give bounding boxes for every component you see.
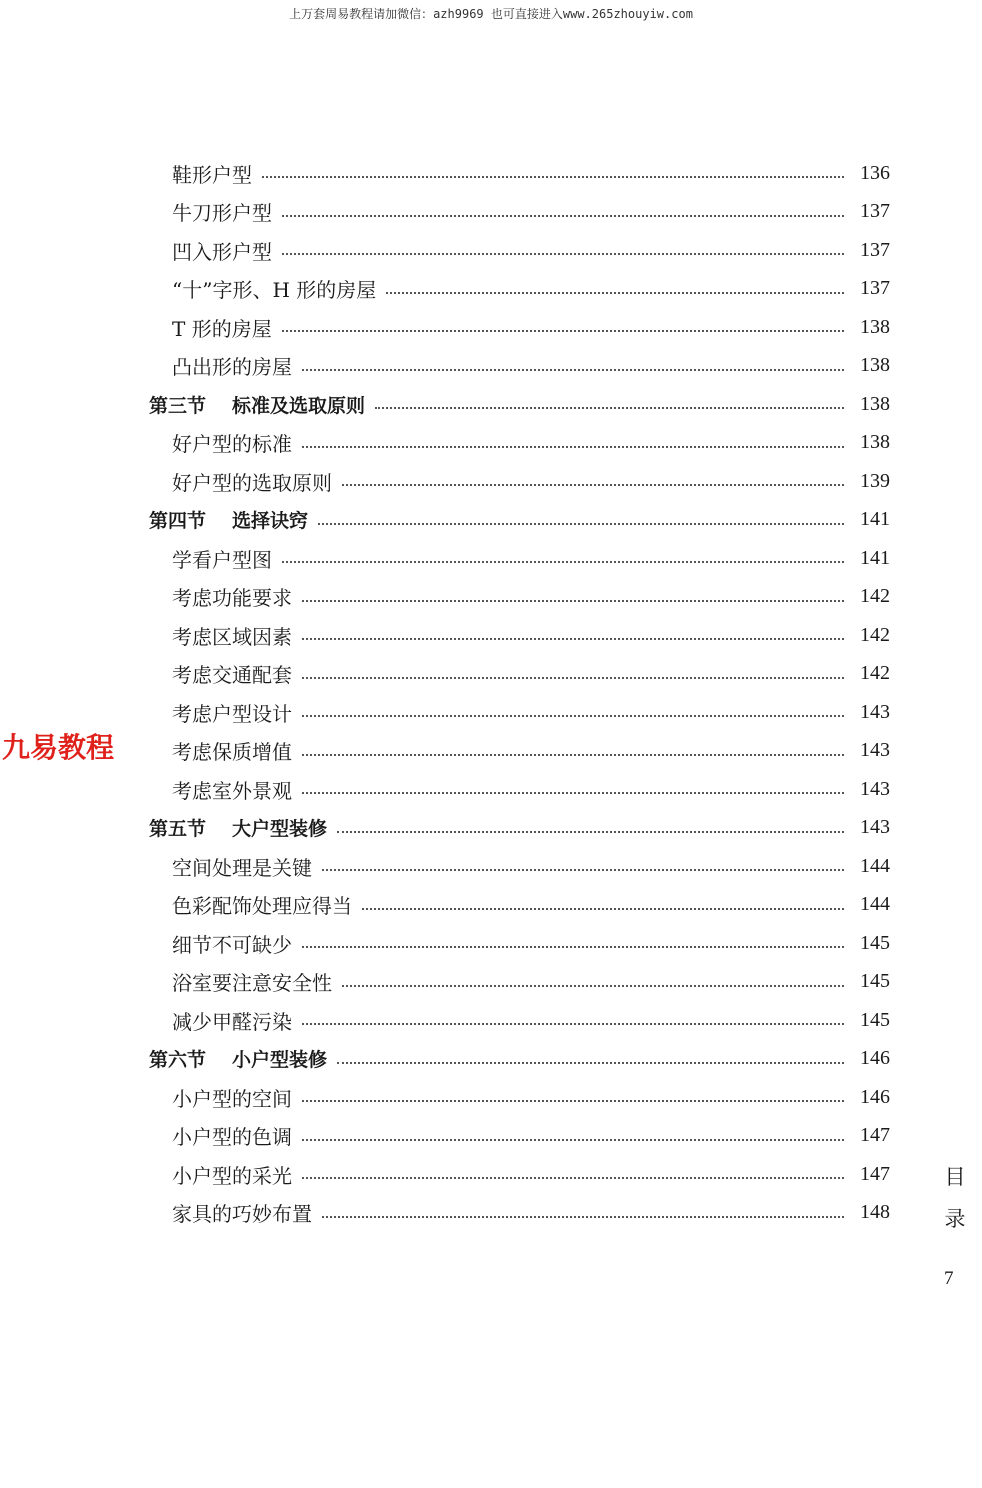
toc-entry[interactable] <box>172 1117 890 1155</box>
toc-page-number: 144 <box>860 893 890 915</box>
toc-dot-leader <box>342 484 844 486</box>
toc-section-number: 第六节 <box>149 1049 207 1071</box>
toc-section-number: 第三节 <box>149 394 207 417</box>
toc-entry-title: 浴室要注意安全性 <box>172 971 332 995</box>
toc-dot-leader <box>302 1023 844 1025</box>
toc-entry-label <box>172 1160 292 1189</box>
toc-dot-leader <box>282 253 844 255</box>
toc-entry[interactable] <box>172 1194 890 1232</box>
toc-page-number: 142 <box>860 662 890 684</box>
toc-page-number: 138 <box>860 354 890 376</box>
toc-entry-label <box>149 1045 327 1072</box>
toc-entry-label <box>172 428 292 457</box>
toc-entry-label <box>149 506 308 533</box>
toc-entry-title: 家具的巧妙布置 <box>172 1202 312 1226</box>
toc-entry[interactable] <box>172 270 890 308</box>
toc-section-entry[interactable] <box>149 1040 890 1078</box>
toc-dot-leader <box>362 908 844 910</box>
toc-entry[interactable] <box>172 693 890 731</box>
toc-dot-leader <box>386 292 844 294</box>
toc-page-number: 137 <box>860 238 890 261</box>
toc-entry-label <box>172 890 352 919</box>
toc-entry-label <box>172 1198 312 1227</box>
toc-entry-title: 标准及选取原则 <box>232 394 366 417</box>
toc-entry[interactable] <box>172 539 890 577</box>
toc-entry-label <box>172 236 272 265</box>
toc-page-number: 144 <box>860 854 890 877</box>
toc-dot-leader <box>322 869 844 871</box>
toc-entry[interactable] <box>172 924 890 962</box>
toc-entry[interactable] <box>172 770 890 808</box>
toc-entry-title: 鞋形户型 <box>172 162 252 187</box>
toc-entry-title: 小户型的色调 <box>172 1125 292 1149</box>
toc-dot-leader <box>302 1139 844 1141</box>
toc-entry-label <box>172 544 272 573</box>
toc-page-number: 146 <box>860 1085 890 1108</box>
toc-entry-label <box>172 1121 292 1150</box>
watermark-logo-text: 九易教程 <box>2 731 115 764</box>
toc-section-entry[interactable] <box>149 385 890 423</box>
toc-entry[interactable] <box>172 424 890 462</box>
toc-dot-leader <box>302 946 844 948</box>
toc-entry[interactable] <box>172 154 890 192</box>
toc-page-number: 145 <box>860 1008 890 1031</box>
toc-entry-title: 小户型的采光 <box>172 1163 292 1188</box>
toc-entry-title: 牛刀形户型 <box>172 201 272 225</box>
toc-entry[interactable] <box>172 1155 890 1193</box>
toc-entry[interactable] <box>172 347 890 385</box>
toc-entry[interactable] <box>172 732 890 770</box>
toc-page-number: 147 <box>860 1124 890 1146</box>
toc-entry[interactable] <box>172 847 890 885</box>
toc-entry-title: 考虑保质增值 <box>172 740 292 764</box>
toc-dot-leader <box>282 561 844 563</box>
toc-page-number: 145 <box>860 931 890 954</box>
toc-entry[interactable] <box>172 308 890 346</box>
toc-page-number: 138 <box>860 315 890 338</box>
toc-section-entry[interactable] <box>149 809 890 847</box>
toc-entry-title: 好户型的选取原则 <box>172 470 332 495</box>
toc-page-number: 138 <box>860 431 890 453</box>
side-label <box>943 1156 967 1240</box>
toc-entry-title: 凸出形的房屋 <box>172 355 292 379</box>
toc-page-number: 142 <box>860 585 890 607</box>
toc-entry-label <box>172 929 292 958</box>
toc-entry-title: 减少甲醛污染 <box>172 1009 292 1034</box>
toc-entry-title: 小户型的空间 <box>172 1086 292 1111</box>
toc-entry-title: T 形的房屋 <box>172 316 272 341</box>
toc-entry[interactable] <box>172 1078 890 1116</box>
toc-entry[interactable] <box>172 231 890 269</box>
toc-dot-leader <box>322 1216 844 1218</box>
toc-dot-leader <box>282 330 844 332</box>
toc-entry-label <box>149 814 327 841</box>
toc-entry-label <box>172 582 292 611</box>
header-promo-note: 上万套周易教程请加微信：azh9969 也可直接进入www.265zhouyiw.com <box>289 7 693 21</box>
toc-entry-label <box>172 159 252 188</box>
toc-section-number: 第五节 <box>149 818 207 840</box>
toc-page-number: 147 <box>860 1162 890 1185</box>
toc-entry-label <box>172 1006 292 1035</box>
toc-section-number: 第四节 <box>149 510 207 532</box>
toc-dot-leader <box>302 1177 844 1179</box>
toc-dot-leader <box>337 831 844 833</box>
toc-entry-label <box>172 351 292 380</box>
toc-entry-title: 选择诀窍 <box>232 510 309 532</box>
toc-entry-label <box>172 775 292 804</box>
toc-page-number: 138 <box>860 392 890 415</box>
toc-dot-leader <box>302 600 844 602</box>
toc-page-number: 143 <box>860 777 890 800</box>
side-label-char: 目 <box>944 1165 966 1189</box>
toc-entry-title: 色彩配饰处理应得当 <box>172 894 352 918</box>
toc-page-number: 142 <box>860 623 890 646</box>
toc-page-number: 143 <box>860 700 890 723</box>
toc-page-number: 146 <box>860 1047 890 1069</box>
toc-entry-title: 考虑室外景观 <box>172 778 292 803</box>
toc-page-number: 136 <box>860 161 890 184</box>
toc-entry-title: 空间处理是关键 <box>172 855 312 880</box>
side-label-char: 录 <box>944 1207 966 1231</box>
toc-entry-label <box>172 621 292 650</box>
toc-dot-leader <box>318 523 844 525</box>
toc-entry-label <box>172 197 272 226</box>
toc-entry-title: “十”字形、H 形的房屋 <box>172 278 377 302</box>
toc-entry[interactable] <box>172 616 890 654</box>
toc-entry-title: 细节不可缺少 <box>172 932 292 957</box>
toc-page-number: 139 <box>860 469 890 492</box>
toc-dot-leader <box>302 677 844 679</box>
toc-dot-leader <box>302 446 844 448</box>
toc-entry-title: 考虑交通配套 <box>172 663 292 687</box>
toc-entry-title: 考虑功能要求 <box>172 586 292 610</box>
toc-entry[interactable] <box>172 655 890 693</box>
toc-entry-label <box>149 391 365 418</box>
toc-entry-label <box>172 736 292 765</box>
toc-entry-label <box>172 313 272 342</box>
toc-dot-leader <box>302 754 844 756</box>
toc-dot-leader <box>342 985 844 987</box>
toc-entry-title: 考虑户型设计 <box>172 701 292 726</box>
toc-entry-title: 考虑区域因素 <box>172 624 292 649</box>
toc-entry-title: 好户型的标准 <box>172 432 292 456</box>
toc-section-entry[interactable] <box>149 501 890 539</box>
toc-entry[interactable] <box>172 886 890 924</box>
toc-page-number: 145 <box>860 970 890 992</box>
toc-page-number: 141 <box>860 546 890 569</box>
toc-page-number: 143 <box>860 739 890 761</box>
toc-entry-title: 小户型装修 <box>232 1049 328 1071</box>
toc-entry-label <box>172 659 292 688</box>
toc-page-number: 141 <box>860 508 890 530</box>
toc-entry-label <box>172 852 312 881</box>
toc-entry-label <box>172 698 292 727</box>
toc-entry[interactable] <box>172 462 890 500</box>
toc-page-number: 137 <box>860 277 890 299</box>
toc-entry-title: 学看户型图 <box>172 547 272 572</box>
toc-entry-title: 大户型装修 <box>232 818 328 840</box>
toc-dot-leader <box>282 215 844 217</box>
toc-page-number: 137 <box>860 200 890 222</box>
toc-dot-leader <box>262 176 844 178</box>
toc-page-number: 143 <box>860 816 890 838</box>
toc-entry-label <box>172 467 332 496</box>
toc-entry[interactable] <box>172 193 890 231</box>
toc-entry[interactable] <box>172 578 890 616</box>
toc-dot-leader <box>302 715 844 717</box>
toc-entry[interactable] <box>172 1001 890 1039</box>
toc-dot-leader <box>337 1062 844 1064</box>
toc-entry-title: 凹入形户型 <box>172 239 272 264</box>
toc-entry[interactable] <box>172 963 890 1001</box>
page-number: 7 <box>944 1268 954 1289</box>
toc-dot-leader <box>302 1100 844 1102</box>
toc-entry-label <box>172 274 376 303</box>
toc-page-number: 148 <box>860 1201 890 1223</box>
toc-dot-leader <box>302 792 844 794</box>
toc-dot-leader <box>302 369 844 371</box>
toc-dot-leader <box>302 638 844 640</box>
toc-entry-label <box>172 1083 292 1112</box>
toc-entry-label <box>172 967 332 996</box>
toc-dot-leader <box>375 407 844 409</box>
